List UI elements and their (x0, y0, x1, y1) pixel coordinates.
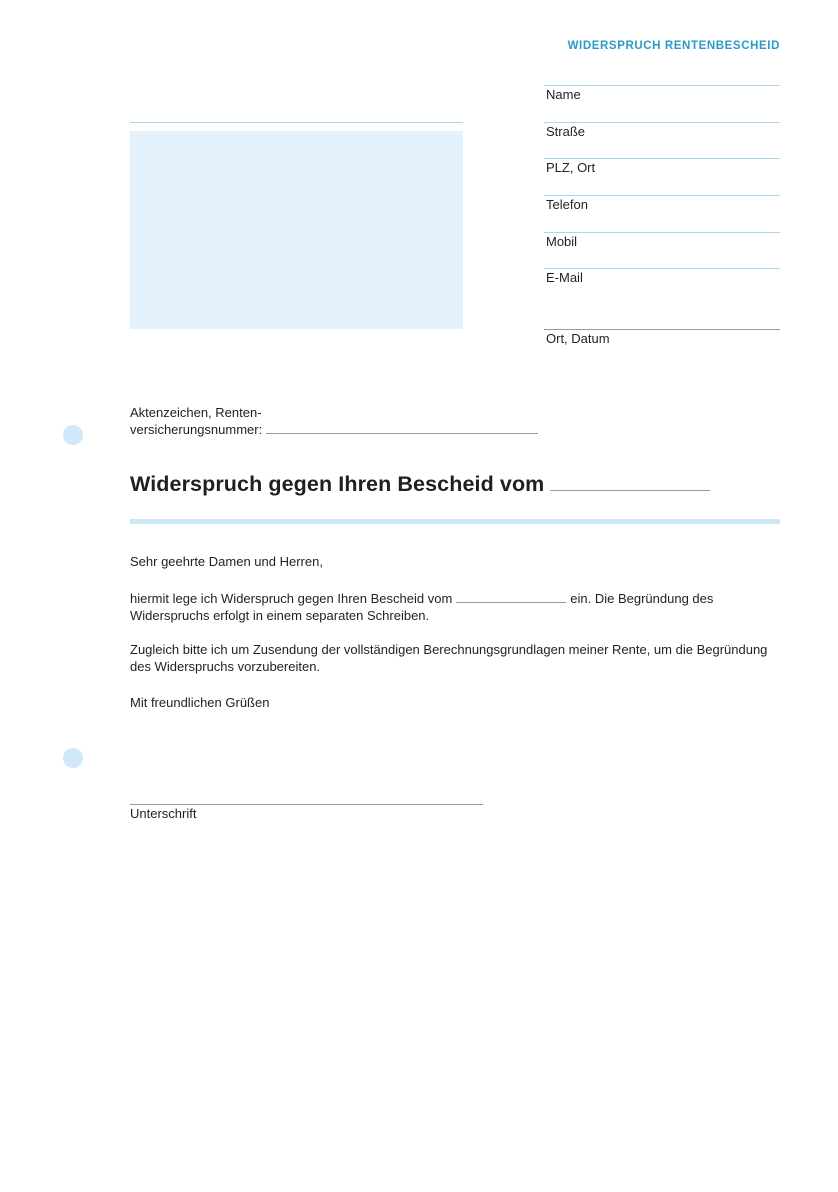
field-rule (544, 232, 780, 233)
place-date-line[interactable] (544, 329, 780, 330)
reference-number-field[interactable] (266, 421, 538, 434)
name-label: Name (546, 87, 581, 102)
place-date-label: Ort, Datum (546, 331, 610, 346)
recipient-address-field[interactable] (130, 131, 463, 329)
fold-mark-icon (63, 425, 83, 445)
address-top-rule (130, 122, 463, 123)
subject-divider (130, 519, 780, 524)
zip-city-label: PLZ, Ort (546, 160, 596, 175)
paragraph-1-start: hiermit lege ich Widerspruch gegen Ihren Bescheid vom (130, 591, 453, 606)
street-field[interactable] (544, 122, 780, 139)
field-rule (544, 158, 780, 159)
name-field[interactable] (544, 85, 780, 102)
field-rule (544, 195, 780, 196)
field-rule (544, 122, 780, 123)
subject-text: Widerspruch gegen Ihren Bescheid vom (130, 472, 545, 496)
decision-date-field[interactable] (456, 591, 566, 603)
zip-city-field[interactable] (544, 158, 780, 175)
paragraph-1 (130, 590, 780, 624)
closing: Mit freundlichen Grüßen (130, 695, 270, 710)
mobile-label: Mobil (546, 234, 578, 249)
street-label: Straße (546, 124, 586, 139)
reference-line1: Aktenzeichen, Renten- (130, 405, 262, 420)
fold-mark-icon (63, 748, 83, 768)
signature-label: Unterschrift (130, 806, 197, 821)
reference-block (130, 404, 538, 438)
mobile-field[interactable] (544, 232, 780, 249)
document-title: WIDERSPRUCH RENTENBESCHEID (567, 40, 780, 52)
subject-date-field[interactable] (550, 474, 710, 491)
reference-line2: versicherungsnummer: (130, 422, 263, 437)
subject-line (130, 472, 710, 497)
field-rule (544, 85, 780, 86)
field-rule (544, 268, 780, 269)
phone-field[interactable] (544, 195, 780, 212)
paragraph-1-end: ein. Die Begründung des Widerspruchs erfolgt in einem separaten Schreiben. (130, 591, 714, 623)
salutation: Sehr geehrte Damen und Herren, (130, 554, 323, 569)
signature-line[interactable] (130, 804, 483, 805)
email-field[interactable] (544, 268, 780, 285)
email-label: E-Mail (546, 270, 583, 285)
paragraph-2: Zugleich bitte ich um Zusendung der vollständigen Berechnungsgrundlagen meiner Rente, um die Begründung des Widerspruchs vorzubereiten. (130, 642, 768, 674)
phone-label: Telefon (546, 197, 588, 212)
